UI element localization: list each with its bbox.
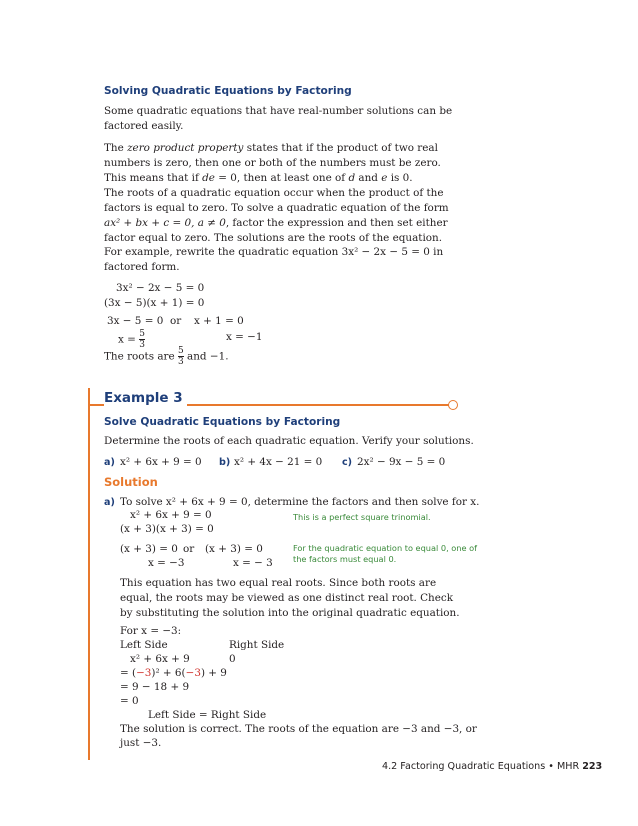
equation-line-3-left: 3x − 5 = 0	[107, 315, 164, 327]
paragraph-example-intro: For example, rewrite the quadratic equation 3x² − 2x − 5 = 0 in factored form.	[104, 246, 444, 273]
example-title: Example 3	[104, 390, 187, 406]
section-heading: Solving Quadratic Equations by Factoring	[104, 85, 352, 97]
left-side-line-4: = 0	[120, 695, 139, 707]
solution-step-2: (x + 3)(x + 3) = 0	[120, 523, 214, 535]
solution-step-4-left: x = −3	[148, 557, 185, 569]
left-side-line-3: = 9 − 18 + 9	[120, 681, 190, 693]
verification-statement: Left Side = Right Side	[148, 709, 267, 721]
right-side-line-1: 0	[229, 653, 236, 665]
equation-line-4-right: x = −1	[226, 331, 263, 343]
left-side-heading: Left Side	[120, 639, 168, 651]
fraction: $\frac{5}{3}$	[139, 329, 145, 350]
part-c-equation: 2x² − 9x − 5 = 0	[357, 456, 446, 468]
paragraph-zero-product: The zero product property states that if the product of two real numbers is zero, then one or both of the numbers must be zero. This means that if de = 0, then at least one of d and e is 0.	[104, 142, 441, 184]
example-subtitle: Solve Quadratic Equations by Factoring	[104, 416, 341, 428]
solution-paragraph: This equation has two equal real roots. Since both roots are equal, the roots may be viewed as one distinct real root. Check by substituting the solution into the original quadratic equation.	[120, 577, 460, 619]
example-left-rule	[88, 388, 90, 760]
equation-line-2: (3x − 5)(x + 1) = 0	[104, 297, 205, 309]
equation-line-1: 3x² − 2x − 5 = 0	[116, 282, 205, 294]
left-side-line-1: x² + 6x + 9	[130, 653, 190, 665]
part-a-label: a)	[104, 457, 115, 468]
part-b-label: b)	[219, 457, 231, 468]
conclusion-line-1: The solution is correct. The roots of the equation are −3 and −3, or	[120, 723, 477, 735]
paragraph-intro: Some quadratic equations that have real-number solutions can be factored easily.	[104, 105, 453, 132]
roots-statement: The roots are $\frac{5}{3}$ and −1.	[104, 346, 229, 367]
left-side-line-2: = (−3)² + 6(−3) + 9	[120, 667, 227, 679]
solution-a-intro: To solve x² + 6x + 9 = 0, determine the factors and then solve for x.	[120, 496, 480, 508]
solution-step-4-right: x = − 3	[233, 557, 273, 569]
solution-title: Solution	[104, 475, 158, 489]
equation-line-3-or: or	[170, 315, 182, 327]
right-side-heading: Right Side	[229, 639, 285, 651]
page-footer: 4.2 Factoring Quadratic Equations • MHR 223	[382, 761, 603, 772]
check-for: For x = −3:	[120, 625, 182, 637]
part-c-label: c)	[342, 457, 353, 468]
example-intro: Determine the roots of each quadratic equation. Verify your solutions.	[104, 435, 474, 447]
solution-step-1: x² + 6x + 9 = 0	[130, 509, 212, 521]
solution-part-a-label: a)	[104, 497, 115, 508]
example-rule-end-icon	[448, 400, 458, 410]
conclusion-line-2: just −3.	[120, 737, 162, 749]
equation-line-4-left: x = $\frac{5}{3}$	[118, 329, 145, 350]
page-number: 223	[582, 761, 603, 772]
paragraph-roots: The roots of a quadratic equation occur when the product of the factors is equal to zero. To solve a quadratic equation of the form ax² + bx + c = 0, a ≠ 0, factor the expression and then set either factor equal to zero. The solutions are the roots of the equation.	[104, 187, 449, 244]
part-a-equation: x² + 6x + 9 = 0	[120, 456, 202, 468]
note-zero-factor: For the quadratic equation to equal 0, one of the factors must equal 0.	[293, 543, 478, 564]
part-b-equation: x² + 4x − 21 = 0	[234, 456, 323, 468]
solution-step-3-right: (x + 3) = 0	[205, 543, 263, 555]
fraction: $\frac{5}{3}$	[178, 346, 184, 367]
equation-line-3-right: x + 1 = 0	[194, 315, 244, 327]
note-perfect-square: This is a perfect square trinomial.	[293, 512, 431, 522]
solution-step-3-left: (x + 3) = 0	[120, 543, 178, 555]
solution-step-3-or: or	[183, 543, 195, 555]
